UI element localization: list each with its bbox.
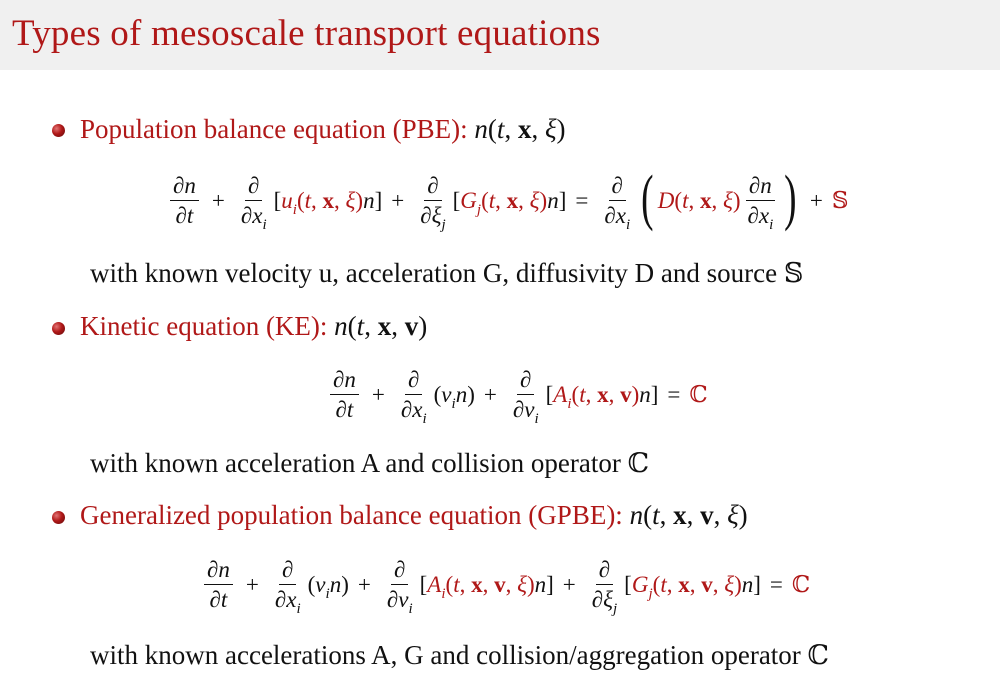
bullet-icon (52, 124, 65, 137)
slide-title: Types of mesoscale transport equations (12, 13, 601, 54)
item-pbe-note: with known velocity u, acceleration G, diffusivity D and source 𝕊 (90, 258, 804, 288)
item-heading: Generalized population balance equation (GPBE): (80, 500, 623, 530)
item-ke-heading: Kinetic equation (KE): n(t, x, v) (80, 311, 428, 341)
bullet-icon (52, 511, 65, 524)
item-heading: Kinetic equation (KE): (80, 311, 328, 341)
equation-gpbe: $\frac{\partial n}{\partial t}$ + $\frac{\partial}{\partial x_i}$ $(v_in)$ + $\frac{\partial}{\partial v_i}$ [ $A_i(t$, x, v, ξ) n ] + $\frac{\partial}{\partial\xi_j}$ [ $G_j(t$, x, v, ξ) n ] = ℂ (200, 558, 810, 612)
item-args: n (474, 114, 488, 144)
bullet-icon (52, 322, 65, 335)
item-heading: Population balance equation (PBE): (80, 114, 468, 144)
item-ke-note: with known acceleration A and collision operator ℂ (90, 448, 650, 478)
item-pbe-heading: Population balance equation (PBE): n(t, x, ξ) (80, 114, 566, 144)
equation-ke: $\frac{\partial n}{\partial t}$ + $\frac{\partial}{\partial x_i}$ $(v_in)$ + $\frac{\partial}{\partial v_i}$ [ $A_i(t$, x, v) n ] = ℂ (326, 368, 708, 422)
equation-pbe: $\frac{\partial n}{\partial t}$ + $\frac{\partial}{\partial x_i}$ [ $u_i(t$, x, ξ) n ] + $\frac{\partial}{\partial\xi_j}$ [ $G_j(t$, x, ξ) n ] = $\frac{\partial}{\partial x_i}$ ( D(t, x, ξ) $\frac{\partial n}{\partial x_i}$ ) + 𝕊 (166, 170, 849, 232)
title-bar (0, 0, 1000, 70)
item-gpbe-heading: Generalized population balance equation (GPBE): n(t, x, v, ξ) (80, 500, 748, 530)
item-gpbe-note: with known accelerations A, G and collision/aggregation operator ℂ (90, 640, 830, 670)
